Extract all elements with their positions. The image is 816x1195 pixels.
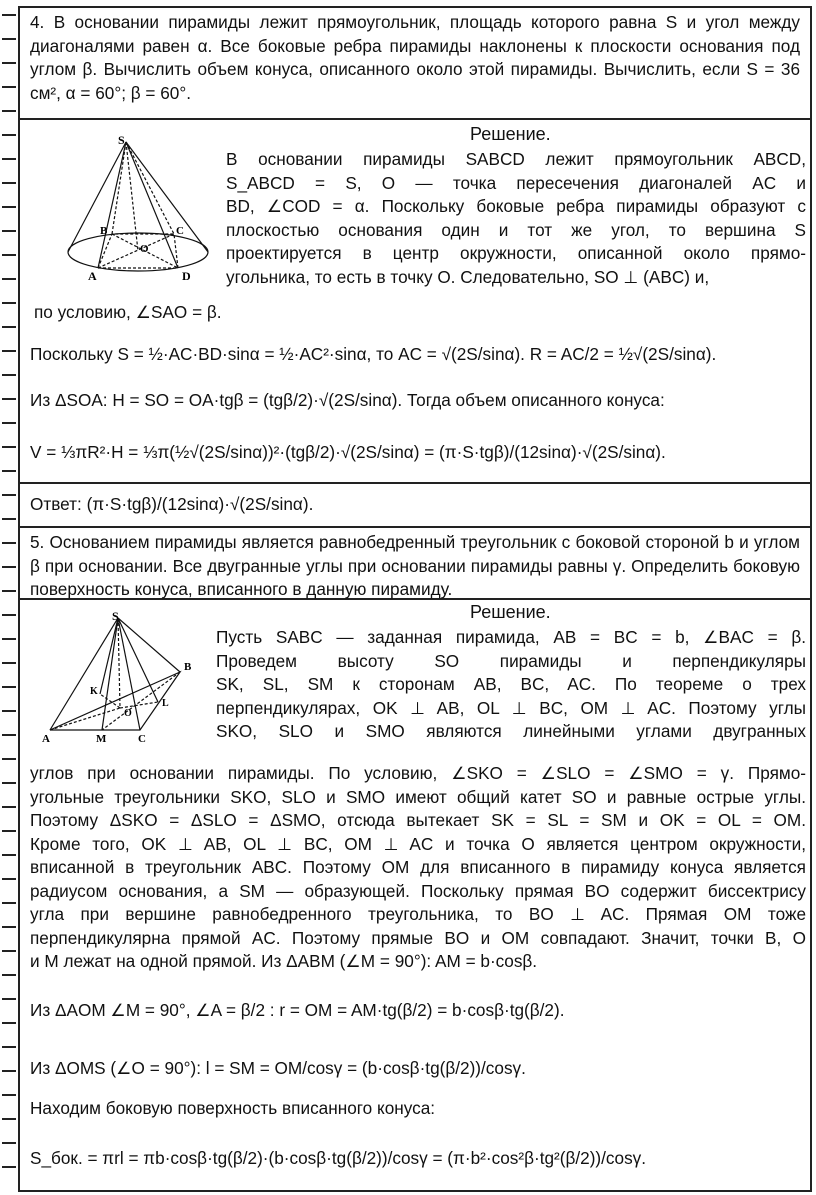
p5-main-9: и M лежат на одной прямой. Из ΔABM (∠M = 90°): AM = b·cosβ.	[30, 951, 538, 971]
margin-tick	[2, 278, 16, 280]
p4-line-1: В основании пирамиды SABCD лежит прямоугольник ABCD,	[226, 149, 806, 169]
p4-answer: Ответ: (π·S·tgβ)/(12sinα)·√(2S/sinα).	[30, 494, 314, 514]
margin-tick	[2, 182, 16, 184]
page	[18, 6, 812, 1192]
margin-tick	[2, 1094, 16, 1096]
margin-tick	[2, 590, 16, 592]
p5-main-7: угла при вершине равнобедренного треугольника, то BO ⊥ AC. Прямая OM тоже	[30, 904, 806, 924]
problem5-paragraph-top	[216, 626, 806, 744]
margin-tick	[2, 62, 16, 64]
cone-label-o: O	[140, 243, 149, 255]
problem4-answer-block	[20, 484, 810, 528]
p5-formula-l: Из ΔOMS (∠O = 90°): l = SM = OM/cosγ = (b·cosβ·tg(β/2))/cosγ.	[30, 1058, 526, 1078]
margin-tick	[2, 374, 16, 376]
p5-main-6: радиусом основания, а SM — образующей. Поскольку прямая BO содержит биссектрису	[30, 880, 806, 901]
pyr-label-s: S	[112, 612, 119, 623]
pyr-label-c: C	[138, 733, 146, 742]
p5-main-1: углов при основании пирамиды. По условию, ∠SKO = ∠SLO = ∠SMO = γ. Прямо-	[30, 763, 806, 783]
problem4-paragraph	[226, 148, 806, 289]
p5-main-4: Кроме того, OK ⊥ AB, OL ⊥ BC, OM ⊥ AC и точка O является центром окружности,	[30, 833, 806, 854]
margin-tick	[2, 518, 16, 520]
p5-top-1: Пусть SABC — заданная пирамида, AB = BC = b, ∠BAC = β.	[216, 627, 806, 647]
problem5-statement-block	[20, 528, 810, 600]
cone-figure	[60, 134, 220, 284]
margin-tick	[2, 14, 16, 16]
p5-top-2: Проведем высоту SO пирамиды и перпендикуляры	[216, 650, 806, 671]
cone-label-a: A	[88, 269, 97, 283]
margin-tick	[2, 830, 16, 832]
problem4-solution-title: Решение.	[470, 124, 551, 144]
margin-tick	[2, 566, 16, 568]
margin-tick	[2, 638, 16, 640]
problem5-solution-title: Решение.	[470, 602, 551, 622]
margin-tick	[2, 254, 16, 256]
margin-tick	[2, 86, 16, 88]
margin-tick	[2, 974, 16, 976]
problem4-statement-block	[20, 8, 810, 120]
cone-label-b: B	[100, 225, 108, 237]
margin-tick	[2, 494, 16, 496]
p5-top-4: перпендикулярах, OK ⊥ AB, OL ⊥ BC, OM ⊥ AC. Поэтому углы	[216, 697, 806, 718]
margin-tick	[2, 326, 16, 328]
margin-tick	[2, 158, 16, 160]
cone-label-c: C	[176, 225, 184, 237]
margin-tick	[2, 206, 16, 208]
problem5-paragraph-main	[30, 762, 806, 974]
margin-tick	[2, 38, 16, 40]
p4-line-2: S_ABCD = S, O — точка пересечения диагоналей AC и	[226, 172, 806, 193]
margin-tick	[2, 662, 16, 664]
margin-tick	[2, 302, 16, 304]
problem4-statement: 4. В основании пирамиды лежит прямоугольник, площадь которого равна S и угол между диагоналями равен α. Все боковые ребра пирамиды наклонены к плоскости основания под углом β. Вычислить объем конуса, описанного около этой пирамиды. Вычислить, если S = 36 см², α = 60°; β = 60°.	[30, 12, 800, 103]
margin-ticks	[0, 0, 18, 1195]
p4-line-3: BD, ∠COD = α. Поскольку боковые ребра пирамиды образуют с	[226, 196, 806, 216]
pyr-label-o: O	[124, 708, 132, 719]
pyr-label-l: L	[162, 698, 169, 709]
cone-label-s: S	[118, 134, 125, 147]
p5-find: Находим боковую поверхность вписанного конуса:	[30, 1098, 436, 1118]
pyr-label-a: A	[42, 733, 50, 742]
margin-tick	[2, 470, 16, 472]
p5-main-2: угольные треугольники SKO, SLO и SMO имеют общий катет SO и равные острые углы.	[30, 786, 806, 807]
margin-tick	[2, 854, 16, 856]
margin-tick	[2, 350, 16, 352]
p5-main-5: вписанной в треугольник ABC. Поэтому OM для вписанного в пирамиду конуса является	[30, 857, 806, 877]
margin-tick	[2, 446, 16, 448]
margin-tick	[2, 902, 16, 904]
cone-label-d: D	[182, 269, 191, 283]
margin-tick	[2, 230, 16, 232]
p4-line-5: проектируется в центр окружности, описанной около прямо-	[226, 243, 806, 263]
margin-tick	[2, 1166, 16, 1168]
margin-tick	[2, 542, 16, 544]
pyramid-figure	[40, 612, 210, 742]
margin-tick	[2, 614, 16, 616]
margin-tick	[2, 878, 16, 880]
margin-tick	[2, 950, 16, 952]
margin-tick	[2, 998, 16, 1000]
margin-tick	[2, 1118, 16, 1120]
margin-tick	[2, 1022, 16, 1024]
margin-tick	[2, 1070, 16, 1072]
margin-tick	[2, 926, 16, 928]
p5-formula-r: Из ΔAOM ∠M = 90°, ∠A = β/2 : r = OM = AM·tg(β/2) = b·cosβ·tg(β/2).	[30, 1000, 565, 1020]
p5-main-3: Поэтому ΔSKO = ΔSLO = ΔSMO, отсюда вытекает SK = SL = SM и OK = OL = OM.	[30, 810, 806, 830]
pyr-label-b: B	[184, 661, 192, 673]
problem4-solution-block	[20, 120, 810, 484]
p5-main-8: перпендикулярна прямой AC. Поэтому прямые BO и OM совпадают. Значит, точки B, O	[30, 927, 806, 948]
p5-top-3: SK, SL, SM к сторонам AB, BC, AC. По теореме о трех	[216, 674, 806, 694]
margin-tick	[2, 110, 16, 112]
p4-line-6: угольника, то есть в точку O. Следовательно, SO ⊥ (ABC) и,	[226, 266, 710, 287]
margin-tick	[2, 758, 16, 760]
margin-tick	[2, 782, 16, 784]
p4-formula-v: V = ⅓πR²·H = ⅓π(½√(2S/sinα))²·(tgβ/2)·√(2S/sinα) = (π·S·tgβ)/(12sinα)·√(2S/sinα).	[30, 442, 666, 462]
problem5-solution-block	[20, 600, 810, 1190]
margin-tick	[2, 686, 16, 688]
p4-formula-ac: Поскольку S = ½·AC·BD·sinα = ½·AC²·sinα, то AC = √(2S/sinα). R = AC/2 = ½√(2S/sinα).	[30, 344, 717, 364]
p4-line-4: плоскостью основания один и тот же угол, то вершина S	[226, 219, 806, 240]
margin-tick	[2, 134, 16, 136]
p5-formula-s: S_бок. = πrl = πb·cosβ·tg(β/2)·(b·cosβ·tg(β/2))/cosγ = (π·b²·cos²β·tg²(β/2))/cosγ.	[30, 1148, 647, 1168]
margin-tick	[2, 1046, 16, 1048]
margin-tick	[2, 710, 16, 712]
pyr-label-k: K	[90, 686, 98, 697]
margin-tick	[2, 1142, 16, 1144]
margin-tick	[2, 734, 16, 736]
margin-tick	[2, 398, 16, 400]
p5-top-5: SKO, SLO и SMO являются линейными углами двугранных	[216, 721, 806, 741]
pyr-label-m: M	[96, 733, 107, 742]
margin-tick	[2, 806, 16, 808]
margin-tick	[2, 422, 16, 424]
problem5-statement: 5. Основанием пирамиды является равнобедренный треугольник с боковой стороной b и углом β при основании. Все двугранные углы при основании пирамиды равны γ. Определить боковую поверхность конуса, вписанного в данную пирамиду.	[30, 532, 800, 599]
p4-formula-h: Из ΔSOA: H = SO = OA·tgβ = (tgβ/2)·√(2S/sinα). Тогда объем описанного конуса:	[30, 390, 665, 410]
p4-condition: по условию, ∠SAO = β.	[34, 302, 222, 322]
